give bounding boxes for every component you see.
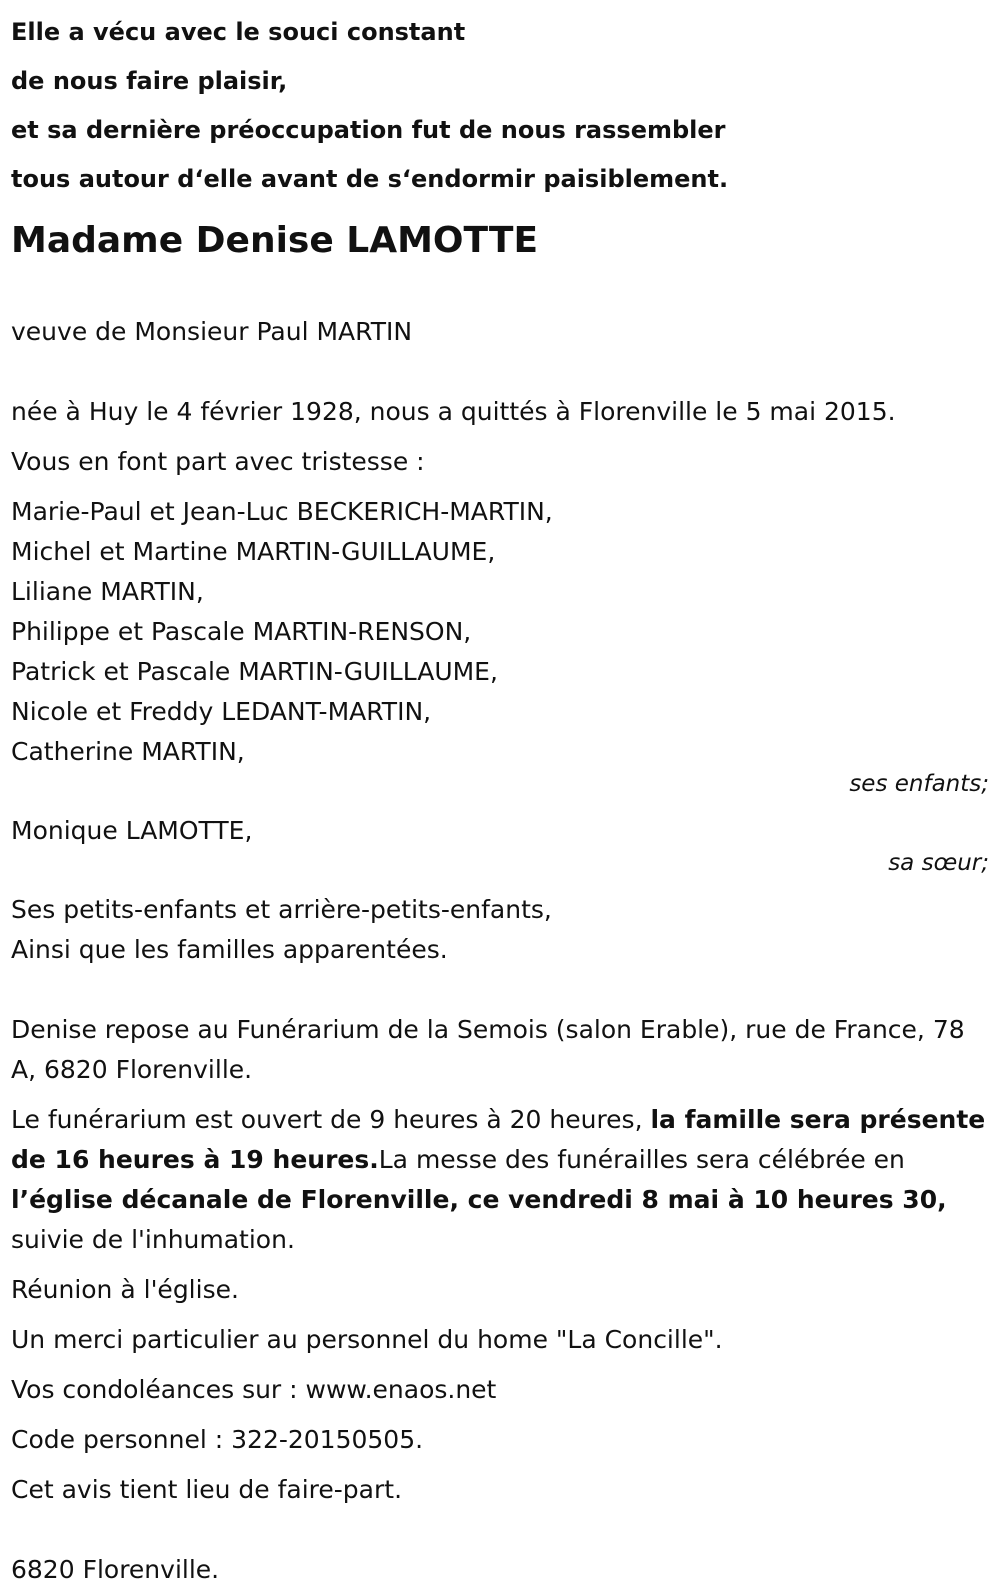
sister-role: sa sœur; [888,850,989,876]
gathering: Réunion à l'église. [11,1275,239,1304]
list-item: Michel et Martine MARTIN-GUILLAUME, [11,537,496,566]
funeral-text: La messe des funérailles sera célébrée en [378,1145,905,1174]
funeral-bold-text: l’église décanale de Florenville, ce vendredi 8 mai à 10 heures 30, [11,1185,947,1214]
birth-death-line: née à Huy le 4 février 1928, nous a quittés à Florenville le 5 mai 2015. [11,397,896,426]
funeral-text: Le funérarium est ouvert de 9 heures à 20 heures, [11,1105,651,1134]
epitaph-line: Elle a vécu avec le souci constant [11,18,466,46]
deceased-name: Madame Denise LAMOTTE [11,220,539,261]
families-line: Ainsi que les familles apparentées. [11,935,448,964]
children-list [11,492,989,772]
list-item: Marie-Paul et Jean-Luc BECKERICH-MARTIN, [11,497,553,526]
funeral-text: suivie de l'inhumation. [11,1225,295,1254]
list-item: Catherine MARTIN, [11,737,245,766]
thanks: Un merci particulier au personnel du home "La Concille". [11,1325,723,1354]
notice: Cet avis tient lieu de faire-part. [11,1475,403,1504]
list-item: Liliane MARTIN, [11,577,204,606]
epitaph [11,0,989,204]
funeral-bold-text: la famille sera présente de 16 heures à 19 heures. [11,1105,986,1174]
rest-place: Denise repose au Funérarium de la Semois (salon Erable), rue de France, 78 A, 6820 Florenville. [11,1015,965,1084]
obituary-notice [11,0,989,1590]
children-role: ses enfants; [849,771,989,797]
personal-code: Code personnel : 322-20150505. [11,1425,424,1454]
epitaph-line: de nous faire plaisir, [11,67,288,95]
epitaph-line: tous autour d‘elle avant de s‘endormir paisiblement. [11,165,729,193]
extended-family [11,890,989,970]
list-item: Patrick et Pascale MARTIN-GUILLAUME, [11,657,498,686]
list-item: Nicole et Freddy LEDANT-MARTIN, [11,697,432,726]
sister-name: Monique LAMOTTE, [11,816,253,845]
funeral-details [11,1100,989,1260]
announcement: Vous en font part avec tristesse : [11,447,425,476]
grandchildren-line: Ses petits-enfants et arrière-petits-enfants, [11,895,552,924]
city: 6820 Florenville. [11,1555,220,1584]
widow-of: veuve de Monsieur Paul MARTIN [11,317,413,346]
list-item: Philippe et Pascale MARTIN-RENSON, [11,617,472,646]
epitaph-line: et sa dernière préoccupation fut de nous rassembler [11,116,726,144]
condolences: Vos condoléances sur : www.enaos.net [11,1375,497,1404]
